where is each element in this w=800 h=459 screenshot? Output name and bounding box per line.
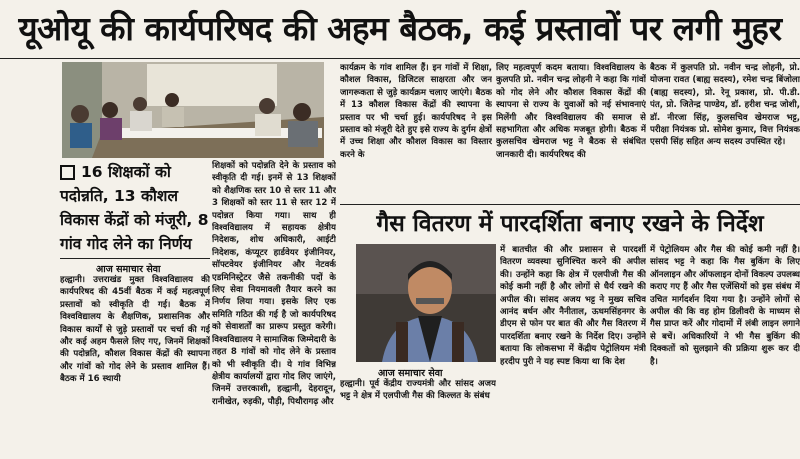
checkbox-bullet-icon <box>60 165 75 180</box>
main-headline: यूओयू की कार्यपरिषद की अहम बैठक, कई प्रस्तावों पर लगी मुहर <box>18 9 782 48</box>
story1-byline: आज समाचार सेवा <box>96 264 161 275</box>
story1-column-3: कार्यक्रम के गांव शामिल हैं। इन गांवों में शिक्षा, कौशल विकास, डिजिटल साक्षरता और जन जागरूकता से जुड़े कार्यक्रम चलाए जाएंगे। बैठक में 13 कौशल विकास केंद्रों की स्थापना के प्रस्ताव पर भी चर्चा हुई। कार्यपरिषद ने इस प्रस्ताव को मंजूरी देते हुए इसे राज्य के दुर्गम क्षेत्रों में उच्च शिक्षा और कौशल विकास का विस्तार करने के <box>340 63 492 160</box>
mp-portrait-photo <box>356 244 496 362</box>
story2-column-3: में पेट्रोलियम और गैस की कोई कमी नहीं है। सांसद भट्ट ने कहा कि गैस बुकिंग के लिए ऑनलाइन और ऑफलाइन दोनों विकल्प उपलब्ध कराए गए हैं और गैस एजेंसियों को इस संबंध में उचित मार्गदर्शन दिया गया है। उन्होंने लोगों से अपील की कि वह होम डिलीवरी के माध्यम से गैस प्राप्त करें और गोदामों में लंबी लाइन लगाने से बचें। अधिकारियों ने भी गैस बुकिंग की दिक्कतों को सुलझाने की प्रक्रिया शुरू कर दी है। <box>650 245 800 367</box>
story2-byline: आज समाचार सेवा <box>378 368 443 379</box>
story1-column-2: शिक्षकों को पदोन्नति देने के प्रस्ताव को स्वीकृति दी गई। इनमें से 13 शिक्षकों को शैक्षणिक स्तर 10 से स्तर 11 और 3 शिक्षकों को स्तर 11 से स्तर 12 में पदोन्नत किया गया। साथ ही विश्वविद्यालय में सहायक क्षेत्रीय निदेशक, शोध अधिकारी, आईटी निदेशक, कंप्यूटर हार्डवेयर इंजीनियर, सॉफ्टवेयर इंजीनियर और नेटवर्क एडमिनिस्ट्रेटर जैसे तकनीकी पदों के लिए सेवा नियमावली तैयार करने का निर्णय लिया गया। इसके लिए एक समिति गठित की गई है जो कार्यपरिषद को सेवाशर्तों का प्रारूप प्रस्तुत करेगी। विश्वविद्यालय ने सामाजिक जिम्मेदारी के तहत 8 गांवों को गोद लेने के प्रस्ताव को भी स्वीकृति दी। ये गांव विभिन्न क्षेत्रीय कार्यालयों द्वारा गोद लिए जाएंगे, जिनमें उत्तरकाशी, हल्द्वानी, देहरादून, रानीखेत, रुड़की, पौड़ी, पिथौरागढ़ और <box>212 161 336 407</box>
story1-column-5: बैठक में कुलपति प्रो. नवीन चन्द्र लोहनी, प्रो. योजना रावत (बाह्य सदस्य), रमेश चन्द्र बिंजोला (बाह्य सदस्य), प्रो. रेनू प्रकाश, प्रो. पी.डी. पंत, प्रो. जितेन्द्र पाण्डेय, डॉ. हरीश चन्द्र जोशी, डॉ. नीरजा सिंह, कुलसचिव खेमराज भट्ट, परीक्षा नियंत्रक प्रो. सोमेश कुमार, वित्त नियंत्रक एसपी सिंह सहित अन्य सदस्य उपस्थित रहे। <box>650 63 800 148</box>
section-divider <box>340 204 800 205</box>
story2-headline: गैस वितरण में पारदर्शिता बनाए रखने के निर्देश <box>376 211 764 237</box>
story1-column-1: हल्द्वानी। उत्तराखंड मुक्त विश्वविद्यालय की कार्यपरिषद की 45वीं बैठक में कई महत्वपूर्ण प्रस्तावों को स्वीकृति दी गई। बैठक में विश्वविद्यालय के शैक्षणिक, प्रशासनिक और विकास कार्यों से जुड़े प्रस्तावों पर चर्चा की गई और कई अहम फैसले लिए गए, जिनमें शिक्षकों की पदोन्नति, कौशल विकास केंद्रों की स्थापना और गांवों को गोद लेने के प्रस्ताव शामिल हैं। बैठक में 16 स्थायी <box>60 275 210 385</box>
subhead-divider <box>60 258 210 259</box>
story2-column-1: हल्द्वानी। पूर्व केंद्रीय राज्यमंत्री और सांसद अजय भट्ट ने क्षेत्र में एलपीजी गैस की किल्लत के संबंध <box>340 379 496 402</box>
meeting-photo <box>62 62 324 158</box>
story1-column-4: लिए महत्वपूर्ण कदम बताया। विश्वविद्यालय के कुलपति प्रो. नवीन चन्द्र लोहनी ने कहा कि गांवों को गोद लेने और कौशल विकास केंद्रों की स्थापना से राज्य के युवाओं को नई संभावनाएं मिलेंगी और विश्वविद्यालय की समाज से सहभागिता और अधिक मजबूत होगी। बैठक में कुलसचिव खेमराज भट्ट ने बैठक से संबंधित जानकारी दी। कार्यपरिषद की <box>496 63 646 160</box>
story1-subhead: 16 शिक्षकों को पदोन्नति, 13 कौशल विकास केंद्रों को मंजूरी, 8 गांव गोद लेने का निर्णय <box>60 163 209 253</box>
headline-divider <box>0 58 800 59</box>
story2-column-2: में बातचीत की और प्रशासन से पारदर्शी वितरण व्यवस्था सुनिश्चित करने की अपील की। उन्होंने कहा कि क्षेत्र में एलपीजी गैस की कोई कमी नहीं है और लोगों से धैर्य रखने की अपील की। सांसद अजय भट्ट ने मुख्य सचिव आनंद बर्धन और नैनीताल, ऊधमसिंहनगर के डीएम से फोन पर बात की और गैस वितरण में पारदर्शिता बनाए रखने के निर्देश दिए। उन्होंने बताया कि लोकसभा में केंद्रीय पेट्रोलियम मंत्री हरदीप पुरी ने यह स्पष्ट किया था कि देश <box>500 245 646 367</box>
